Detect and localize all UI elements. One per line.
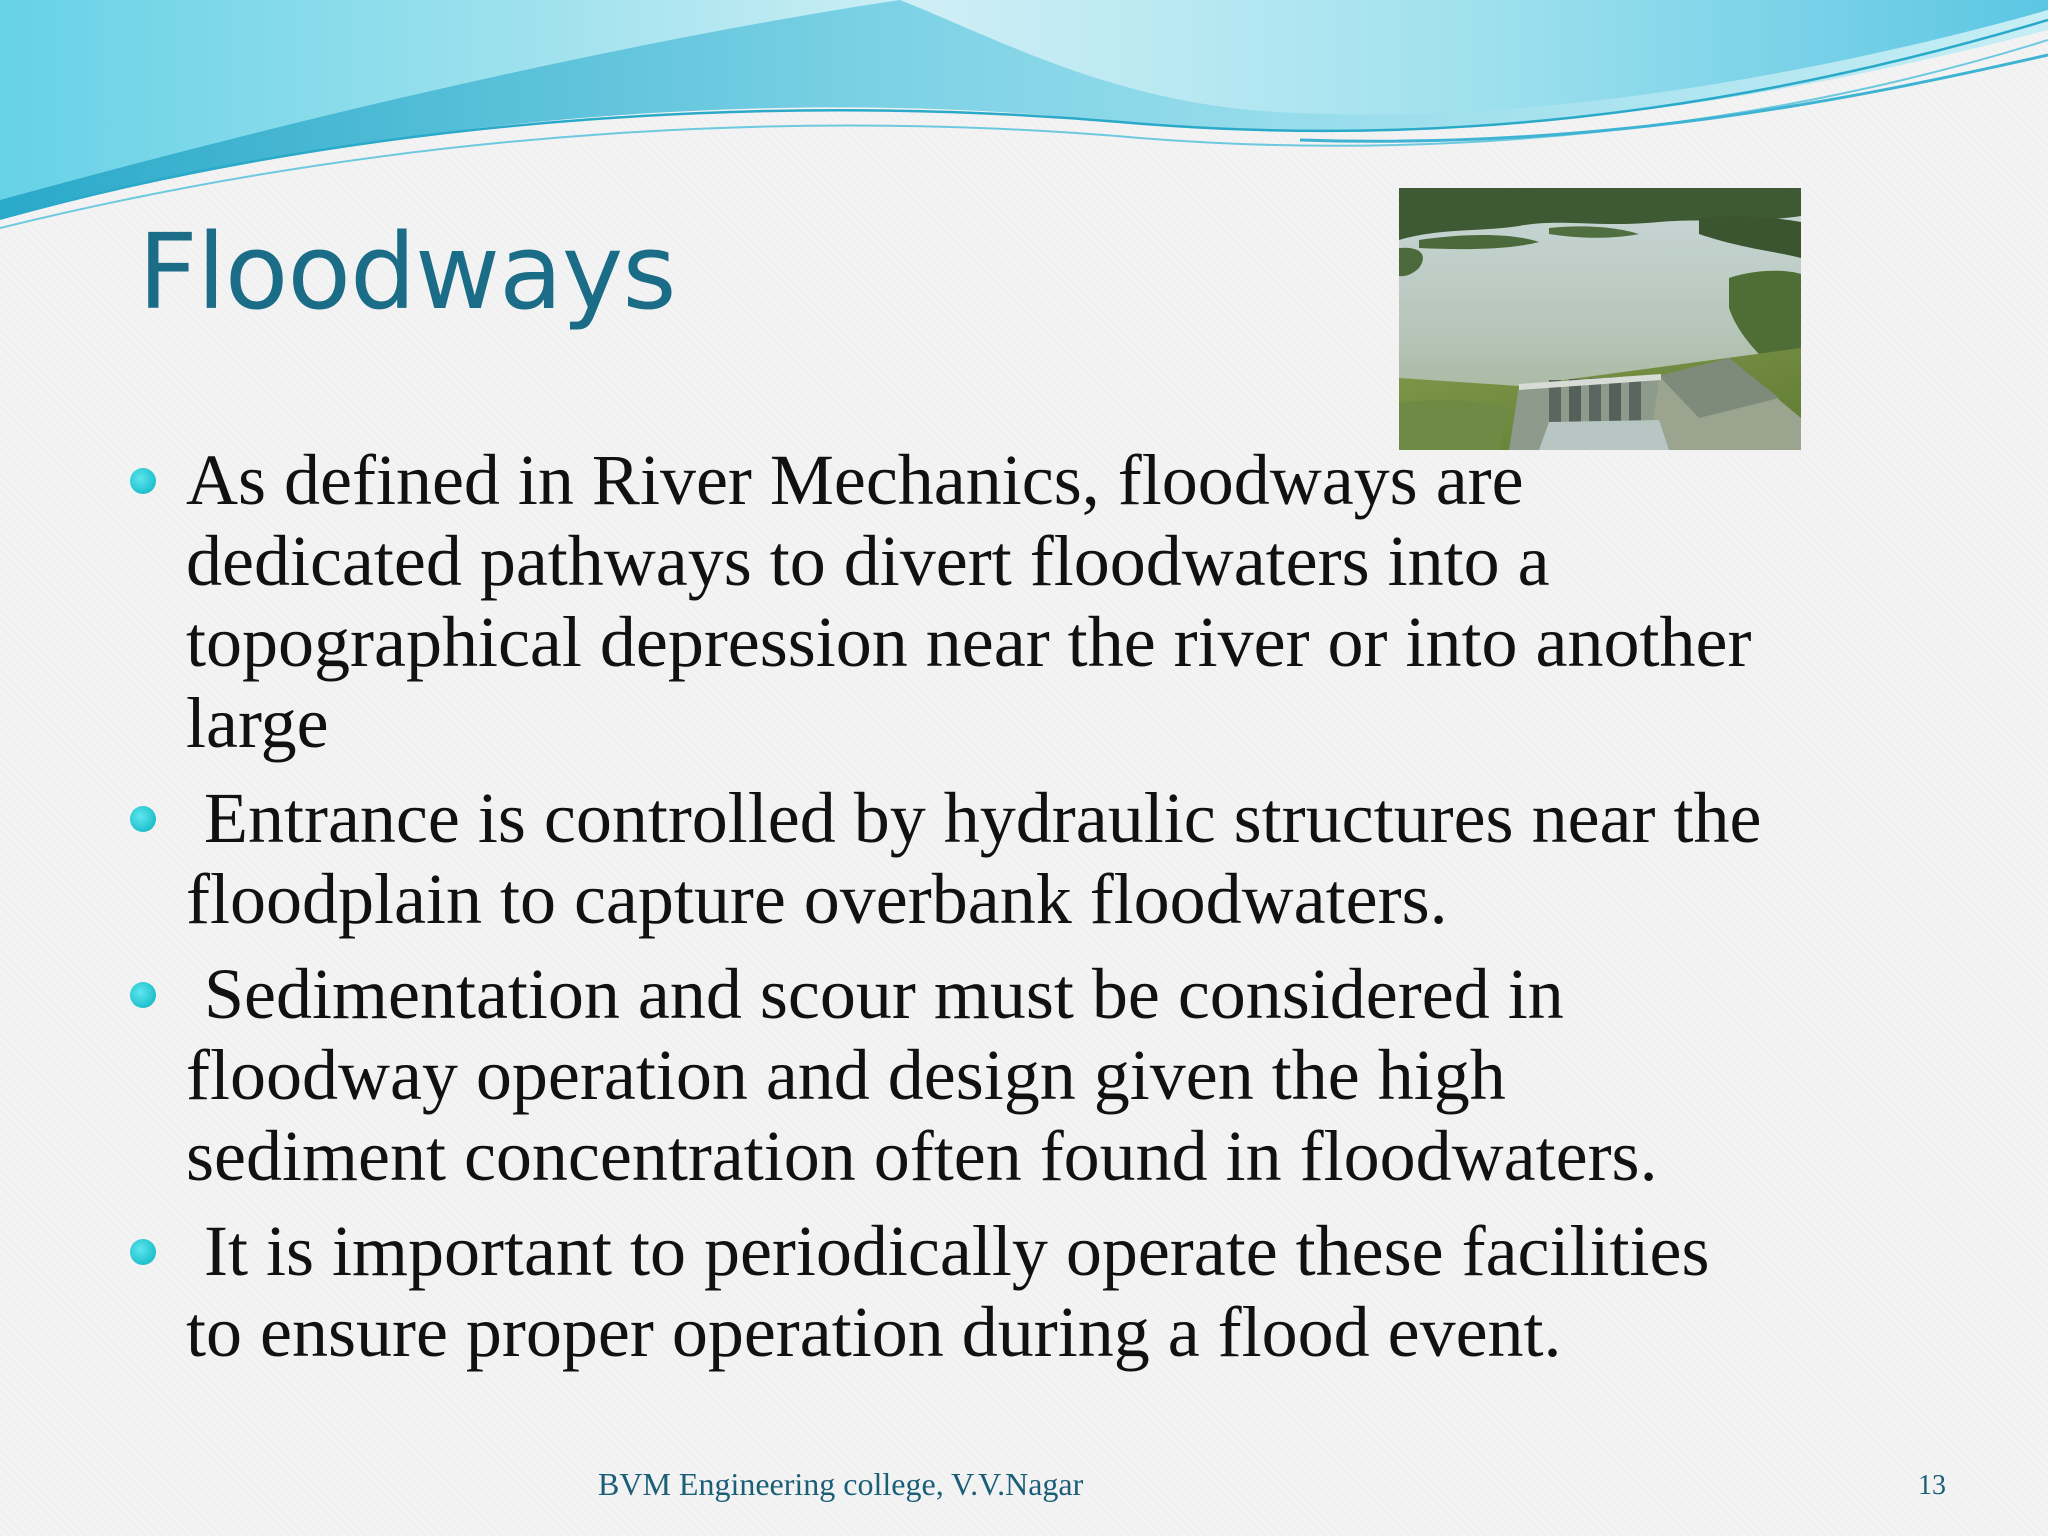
bullet-item	[130, 440, 1930, 764]
bullet-item	[130, 778, 1930, 940]
circle-bullet-icon	[130, 1239, 156, 1265]
circle-bullet-icon	[130, 982, 156, 1008]
bullet-list	[130, 440, 1930, 1387]
dam-reservoir-photo	[1399, 188, 1801, 450]
bullet-text: Sedimentation and scour must be considered in floodway operation and design given the high sediment concentration often found in floodwaters.	[186, 954, 1658, 1196]
page-number: 13	[1918, 1470, 1946, 1501]
bullet-text: As defined in River Mechanics, floodways are dedicated pathways to divert floodwaters into a topographical depression near the river or into another large	[186, 440, 1752, 763]
bullet-item	[130, 954, 1930, 1197]
bullet-text: It is important to periodically operate these facilities to ensure proper operation during a flood event.	[186, 1211, 1710, 1372]
bullet-text: Entrance is controlled by hydraulic structures near the floodplain to capture overbank floodwaters.	[186, 778, 1762, 939]
bullet-item	[130, 1211, 1930, 1373]
slide-title: Floodways	[138, 211, 676, 333]
circle-bullet-icon	[130, 468, 156, 494]
footer-institution: BVM Engineering college, V.V.Nagar	[598, 1466, 1084, 1502]
circle-bullet-icon	[130, 806, 156, 832]
